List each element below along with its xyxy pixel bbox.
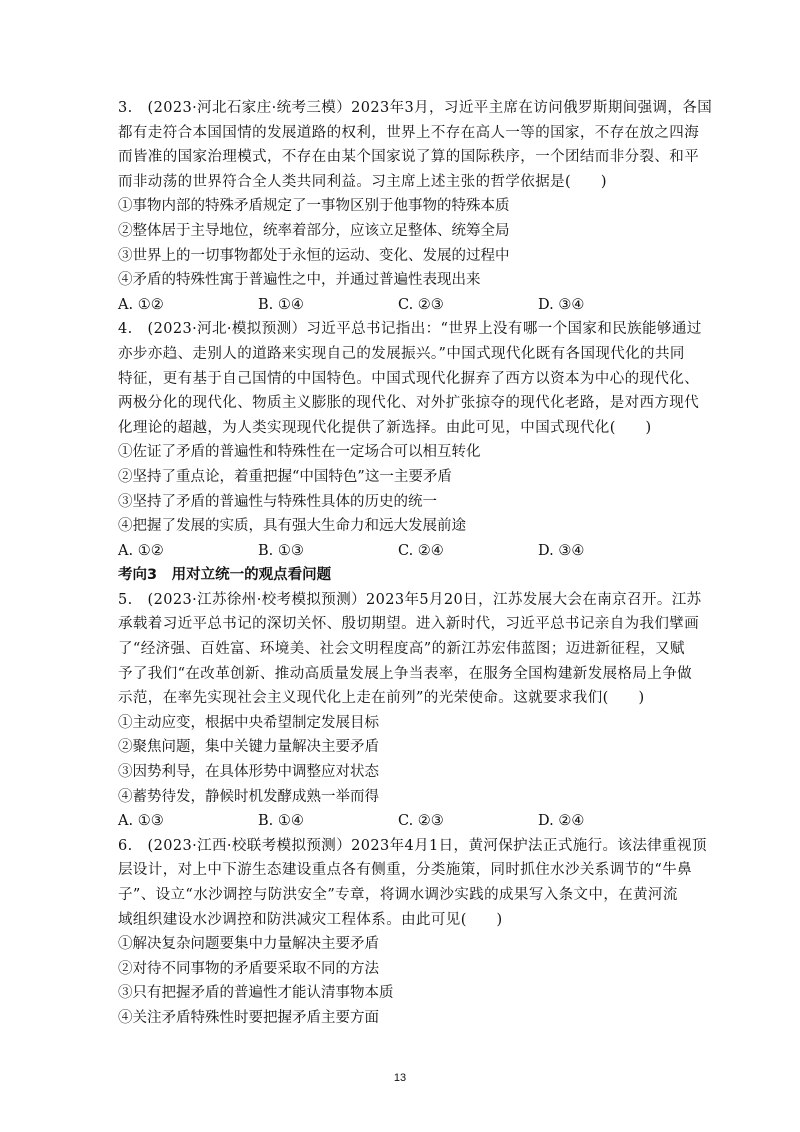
question-text-line: 化理论的超越，为人类实现现代化提供了新选择。由此可见，中国式现代化( ) <box>118 419 652 436</box>
statement-option: ②对待不同事物的矛盾要采取不同的方法 <box>118 960 379 977</box>
question-text-line: 子”、设立“水沙调控与防洪安全”专章，将调水调沙实践的成果写入条文中，在黄河流 <box>118 887 678 903</box>
question-text-line: 4. (2023·河北·模拟预测）习近平总书记指出：“世界上没有哪一个国家和民族能够通过 <box>118 321 702 338</box>
statement-option: ①解决复杂问题要集中力量解决主要矛盾 <box>118 936 379 953</box>
choice-d: D. ③④ <box>538 542 585 559</box>
question-text-line: 予了我们“在改革创新、推动高质量发展上争当表率，在服务全国构建新发展格局上争做 <box>118 665 693 682</box>
question-text-line: 都有走符合本国国情的发展道路的权利，世界上不存在高人一等的国家，不存在放之四海 <box>118 124 700 141</box>
choice-a: A. ①② <box>118 296 164 313</box>
statement-option: ④关注矛盾特殊性时要把握矛盾主要方面 <box>118 1009 379 1026</box>
choice-b: B. ①④ <box>258 813 304 830</box>
choice-c: C. ②④ <box>398 542 444 559</box>
choice-d: D. ③④ <box>538 296 585 313</box>
question-text-line: 5. (2023·江苏徐州·校考模拟预测）2023年5月20日，江苏发展大会在南京召开。江苏 <box>118 591 702 608</box>
question-text-line: 示范，在率先实现社会主义现代化上走在前列”的光荣使命。这就要求我们( ) <box>118 690 645 707</box>
question-5 <box>118 588 702 834</box>
section-heading: 考向3 用对立统一的观点看问题 <box>118 567 332 584</box>
statement-option: ①佐证了矛盾的普遍性和特殊性在一定场合可以相互转化 <box>118 444 481 461</box>
question-text-line: 特征，更有基于自己国情的中国特色。中国式现代化摒弃了西方以资本为中心的现代化、 <box>118 370 700 387</box>
statement-option: ④把握了发展的实质，具有强大生命力和远大发展前途 <box>118 518 466 535</box>
statement-option: ①主动应变，根据中央希望制定发展目标 <box>118 714 379 731</box>
statement-option: ④蓄势待发，静候时机发酵成熟一举而得 <box>118 788 379 805</box>
statement-option: ③只有把握矛盾的普遍性才能认清事物本质 <box>118 985 394 1002</box>
question-4 <box>118 317 702 563</box>
statement-option: ④矛盾的特殊性寓于普遍性之中，并通过普遍性表现出来 <box>118 272 481 289</box>
document-body <box>118 96 713 1031</box>
choice-b: B. ①④ <box>258 296 304 313</box>
question-text-line: 而皆准的国家治理模式，不存在由某个国家说了算的国际秩序，一个团结而非分裂、和平 <box>118 149 700 166</box>
choice-a: A. ①② <box>118 542 164 559</box>
statement-option: ②坚持了重点论，着重把握“中国特色”这一主要矛盾 <box>118 468 452 485</box>
question-text-line: 了“经济强、百姓富、环境美、社会文明程度高”的新江苏宏伟蓝图；迈进新征程，又赋 <box>118 641 685 658</box>
statement-option: ②整体居于主导地位，统率着部分，应该立足整体、统筹全局 <box>118 222 510 239</box>
question-text-line: 3. (2023·河北石家庄·统考三模）2023年3月，习近平主席在访问俄罗斯期间强调，各国 <box>118 100 713 116</box>
question-text-line: 6. (2023·江西·校联考模拟预测）2023年4月1日，黄河保护法正式施行。该法律重视顶 <box>118 837 707 854</box>
answer-choices <box>118 539 688 564</box>
choice-a: A. ①③ <box>118 813 164 830</box>
choice-c: C. ②③ <box>398 296 444 313</box>
question-text-line: 域组织建设水沙调控和防洪减灾工程体系。由此可见( ) <box>118 911 503 928</box>
question-text-line: 亦步亦趋、走别人的道路来实现自己的发展振兴。”中国式现代化既有各国现代化的共同 <box>118 345 685 362</box>
question-text-line: 而非动荡的世界符合全人类共同利益。习主席上述主张的哲学依据是( ) <box>118 173 607 190</box>
question-text-line: 两极分化的现代化、物质主义膨胀的现代化、对外扩张掠夺的现代化老路，是对西方现代 <box>118 395 700 412</box>
choice-b: B. ①③ <box>258 542 304 559</box>
question-text-line: 层设计，对上中下游生态建设重点各有侧重，分类施策，同时抓住水沙关系调节的“牛鼻 <box>118 862 693 879</box>
statement-option: ②聚焦问题，集中关键力量解决主要矛盾 <box>118 739 379 756</box>
question-text-line: 承载着习近平总书记的深切关怀、殷切期望。进入新时代，习近平总书记亲自为我们擘画 <box>118 616 700 633</box>
statement-option: ③坚持了矛盾的普遍性与特殊性具体的历史的统一 <box>118 493 437 510</box>
choice-c: C. ②③ <box>398 813 444 830</box>
question-6 <box>118 834 707 1031</box>
question-3 <box>118 96 713 317</box>
choice-d: D. ②④ <box>538 813 585 830</box>
page-number: 13 <box>393 1072 407 1084</box>
answer-choices <box>118 293 688 318</box>
statement-option: ③世界上的一切事物都处于永恒的运动、变化、发展的过程中 <box>118 247 510 264</box>
answer-choices <box>118 809 688 834</box>
statement-option: ③因势利导，在具体形势中调整应对状态 <box>118 764 379 781</box>
statement-option: ①事物内部的特殊矛盾规定了一事物区别于他事物的特殊本质 <box>118 198 510 215</box>
